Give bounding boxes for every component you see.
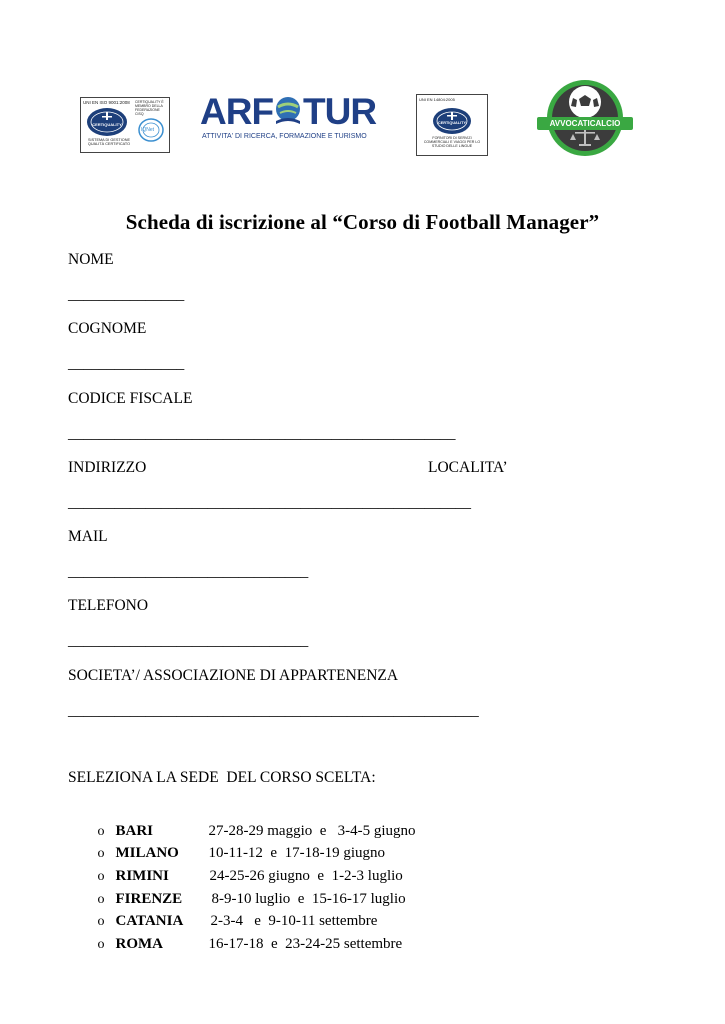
nome-input-line[interactable]: _______________ (68, 286, 185, 303)
localita-label: LOCALITA’ (428, 459, 508, 476)
codice-fiscale-input-line[interactable]: __________________________________________________ (68, 425, 456, 442)
mail-label: MAIL (68, 528, 108, 545)
indirizzo-localita-input-line[interactable]: ____________________________________________________ (68, 494, 471, 511)
sede-city: RIMINI (115, 868, 169, 884)
sede-city: BARI (115, 823, 154, 839)
uni-badge-text: CERTIQUALITY (437, 121, 467, 125)
societa-input-line[interactable]: _____________________________________________________ (68, 702, 479, 719)
telefono-input-line[interactable]: _______________________________ (68, 632, 309, 649)
telefono-label: TELEFONO (68, 597, 149, 614)
sede-city: ROMA (115, 936, 163, 952)
uni-certification-logo (416, 94, 488, 156)
iso-certification-logo (80, 97, 170, 153)
codice-fiscale-label: CODICE FISCALE (68, 390, 193, 407)
cognome-input-line[interactable]: _______________ (68, 355, 185, 372)
avvocaticalcio-logo (537, 78, 633, 158)
iqnet-label: IQNet (141, 127, 155, 133)
globe-book-icon (273, 95, 303, 127)
radio-circle-icon[interactable]: o (97, 937, 105, 952)
iso-top-text: UNI EN ISO 9001:2008 (83, 100, 130, 105)
sede-city: CATANIA (115, 913, 184, 929)
sede-city: MILANO (115, 845, 179, 861)
sede-dates: 10-11-12 e 17-18-19 giugno (208, 845, 385, 861)
radio-circle-icon[interactable]: o (97, 869, 105, 884)
arfotur-tagline: ATTIVITA' DI RICERCA, FORMAZIONE E TURISMO (202, 133, 367, 140)
sede-dates: 2-3-4 e 9-10-11 settembre (210, 913, 378, 929)
radio-circle-icon[interactable]: o (97, 824, 105, 839)
iso-bottom-text: SISTEMA DI GESTIONE QUALITÀ CERTIFICATO (87, 138, 131, 147)
radio-circle-icon[interactable]: o (97, 914, 105, 929)
avvocaticalcio-name: AVVOCATICALCIO (549, 119, 621, 128)
mail-input-line[interactable]: _______________________________ (68, 563, 309, 580)
societa-label: SOCIETA’/ ASSOCIAZIONE DI APPARTENENZA (68, 667, 399, 684)
sede-dates: 27-28-29 maggio e 3-4-5 giugno (208, 823, 416, 839)
nome-label: NOME (68, 251, 114, 268)
uni-top-text: UNI EN 14804:2005 (419, 97, 455, 102)
sede-dates: 24-25-26 giugno e 1-2-3 luglio (209, 868, 403, 884)
indirizzo-label: INDIRIZZO (68, 459, 147, 476)
sede-dates: 8-9-10 luglio e 15-16-17 luglio (211, 891, 406, 907)
sede-heading: SELEZIONA LA SEDE DEL CORSO SCELTA: (68, 769, 376, 786)
form-title: Scheda di iscrizione al “Corso di Football Manager” (125, 210, 600, 234)
radio-circle-icon[interactable]: o (97, 892, 105, 907)
arfotur-name-right: TUR (303, 91, 377, 132)
sede-dates: 16-17-18 e 23-24-25 settembre (208, 936, 403, 952)
arfotur-name-left: ARF (200, 91, 274, 132)
radio-circle-icon[interactable]: o (97, 846, 105, 861)
iso-badge-text: CERTIQUALITY (92, 122, 122, 127)
cognome-label: COGNOME (68, 320, 147, 337)
arfotur-logo (200, 91, 377, 148)
sede-city: FIRENZE (115, 891, 183, 907)
arfotur-wordmark (200, 91, 377, 132)
iso-side-text: CERTIQUALITY È MEMBRO DELLA FEDERAZIONE CISQ (135, 100, 164, 116)
uni-bottom-text: FORNITORI DI SERVIZI COMMERCIALI E VIAGGI PER LO STUDIO DELLE LINGUE (423, 136, 481, 149)
sede-option-roma[interactable] (90, 919, 402, 953)
